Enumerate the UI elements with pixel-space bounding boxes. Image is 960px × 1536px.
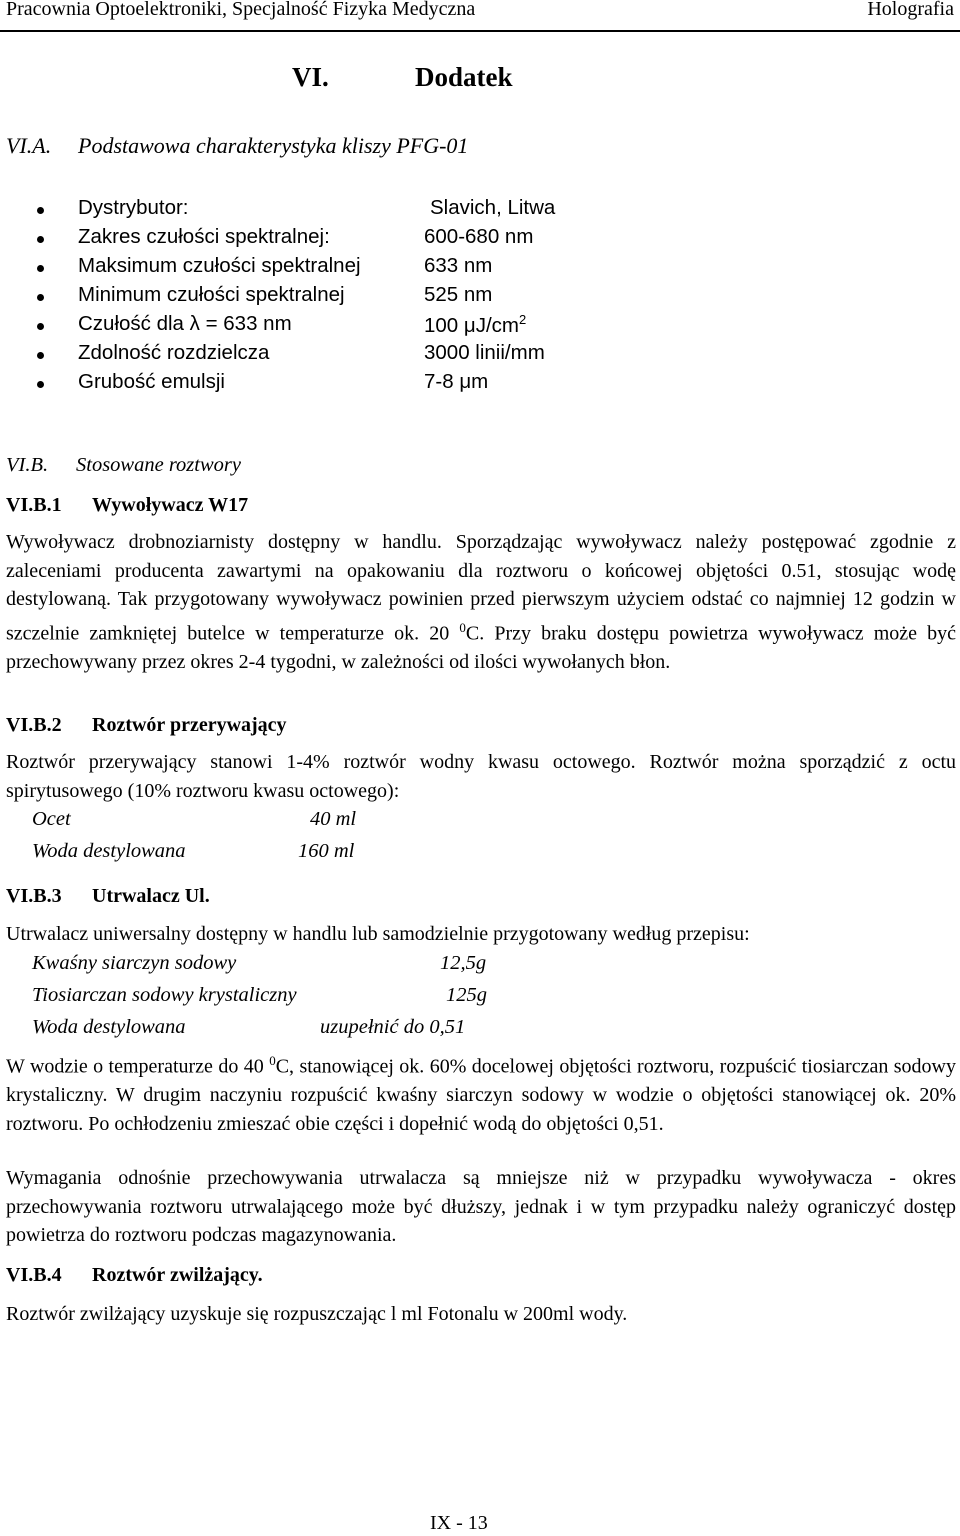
spec-item — [0, 370, 700, 399]
recipe-amount: 12,5g — [440, 952, 487, 974]
spec-key: Minimum czułości spektralnej — [78, 283, 345, 306]
section-a-title: Podstawowa charakterystyka kliszy PFG-01 — [78, 133, 469, 158]
subsection-b1-title: Wywoływacz W17 — [92, 494, 249, 516]
recipe-amount: uzupełnić do 0,51 — [320, 1016, 466, 1038]
spec-value-sup: 2 — [518, 312, 527, 327]
spec-value: 600-680 nm — [424, 225, 534, 248]
chapter-number: VI. — [292, 62, 329, 92]
subsection-b4-number: VI.B.4 — [6, 1264, 62, 1286]
page-number: IX - 13 — [430, 1512, 488, 1534]
bullet-icon — [37, 207, 44, 214]
bullet-icon — [37, 381, 44, 388]
recipe-name: Kwaśny siarczyn sodowy — [32, 952, 237, 974]
fixer-text-1: W wodzie o temperaturze do 40 — [6, 1055, 270, 1078]
section-a-number: VI.A. — [6, 133, 52, 158]
bullet-icon — [37, 265, 44, 272]
spec-key: Zdolność rozdzielcza — [78, 341, 270, 364]
fixer-storage: Wymagania odnośnie przechowywania utrwalacza są mniejsze niż w przypadku wywoływacza - okres przechowywania roztworu utrwalającego może być dłuższy, jednak i w tym przypadku należy ograniczyć dostęp powietrza do roztworu podczas magazynowania. — [6, 1167, 956, 1247]
subsection-b4-title: Roztwór zwilżający. — [92, 1264, 263, 1286]
spec-key: Zakres czułości spektralnej: — [78, 225, 330, 248]
bullet-icon — [37, 294, 44, 301]
spec-key: Dystrybutor: — [78, 196, 189, 219]
subsection-b1-number: VI.B.1 — [6, 494, 62, 516]
spec-value: 525 nm — [424, 283, 493, 306]
subsection-b3-number: VI.B.3 — [6, 885, 62, 907]
spec-item — [0, 312, 700, 341]
spec-item — [0, 283, 700, 312]
bullet-icon — [37, 323, 44, 330]
section-b-title: Stosowane roztwory — [76, 454, 241, 476]
fixer-text-2: C, stanowiącej ok. 60% docelowej objętości roztworu, rozpuścić tiosiarczan sodowy krystaliczny. W drugim naczyniu rozpuścić kwaśny siarczyn sodowy w wodzie o objętości stanowiącej ok. 20% roztworu. Po ochłodzeniu zmieszać obie części i dopełnić wodą do objętości 0,51. — [6, 1055, 956, 1136]
developer-text-2: C. Przy braku dostępu powietrza wywoływacz może być przechowywany przez okres 2-4 tygodni, w zależności od ilości wywołanych błon. — [6, 622, 957, 674]
recipe-name: Woda destylowana — [32, 840, 186, 862]
subsection-b2-title: Roztwór przerywający — [92, 714, 287, 736]
degree-sup: 0 — [269, 1053, 276, 1068]
developer-paragraph — [6, 528, 956, 677]
spec-key: Maksimum czułości spektralnej — [78, 254, 361, 277]
spec-value — [424, 312, 526, 338]
recipe-amount: 160 ml — [298, 840, 355, 862]
bullet-icon — [37, 352, 44, 359]
chapter-title: Dodatek — [415, 62, 513, 92]
subsection-b3-title: Utrwalacz Ul. — [92, 885, 210, 907]
recipe-name: Ocet — [32, 808, 71, 830]
spec-value: Slavich, Litwa — [430, 196, 556, 219]
spec-item — [0, 196, 700, 225]
section-b-heading — [6, 454, 241, 477]
spec-value-text: 100 μJ/cm — [424, 313, 519, 337]
recipe-name: Tiosiarczan sodowy krystaliczny — [32, 984, 297, 1006]
spec-key: Czułość dla λ = 633 nm — [78, 312, 292, 335]
spec-key: Grubość emulsji — [78, 370, 225, 393]
section-b-number: VI.B. — [6, 454, 49, 476]
spec-value: 3000 linii/mm — [424, 341, 545, 364]
recipe-amount: 125g — [446, 984, 487, 1006]
developer-text-1: Wywoływacz drobnoziarnisty dostępny w handlu. Sporządzając wywoływacz należy postępować zgodnie z zaleceniami producenta zawartymi na opakowaniu dla roztworu o końcowej objętości 0.51, stosując wodę destylowaną. Tak przygotowany wywoływacz powinien przed pierwszym użyciem odstać co najmniej 12 godzin w szczelnie zamkniętej butelce w temperaturze ok. 20 — [6, 531, 956, 645]
recipe-amount: 40 ml — [310, 808, 357, 830]
stop-bath-paragraph: Roztwór przerywający stanowi 1-4% roztwór wodny kwasu octowego. Roztwór można sporządzić z octu spirytusowego (10% roztworu kwasu octowego): — [6, 751, 956, 802]
page-header — [0, 0, 960, 32]
fixer-intro: Utrwalacz uniwersalny dostępny w handlu lub samodzielnie przygotowany według przepisu: — [6, 923, 750, 945]
section-a-heading — [6, 133, 469, 159]
fixer-instructions — [6, 1047, 956, 1139]
spec-list — [0, 196, 700, 399]
spec-value: 7-8 μm — [424, 370, 489, 393]
header-right: Holografia — [867, 0, 954, 20]
spec-value: 633 nm — [424, 254, 493, 277]
spec-item — [0, 341, 700, 370]
wetting-paragraph: Roztwór zwilżający uzyskuje się rozpuszczając l ml Fotonalu w 200ml wody. — [6, 1303, 628, 1325]
header-left: Pracownia Optoelektroniki, Specjalność Fizyka Medyczna — [6, 0, 476, 20]
spec-item — [0, 254, 700, 283]
degree-sup: 0 — [459, 620, 466, 636]
spec-item — [0, 225, 700, 254]
subsection-b2-number: VI.B.2 — [6, 714, 62, 736]
recipe-name: Woda destylowana — [32, 1016, 186, 1038]
bullet-icon — [37, 236, 44, 243]
